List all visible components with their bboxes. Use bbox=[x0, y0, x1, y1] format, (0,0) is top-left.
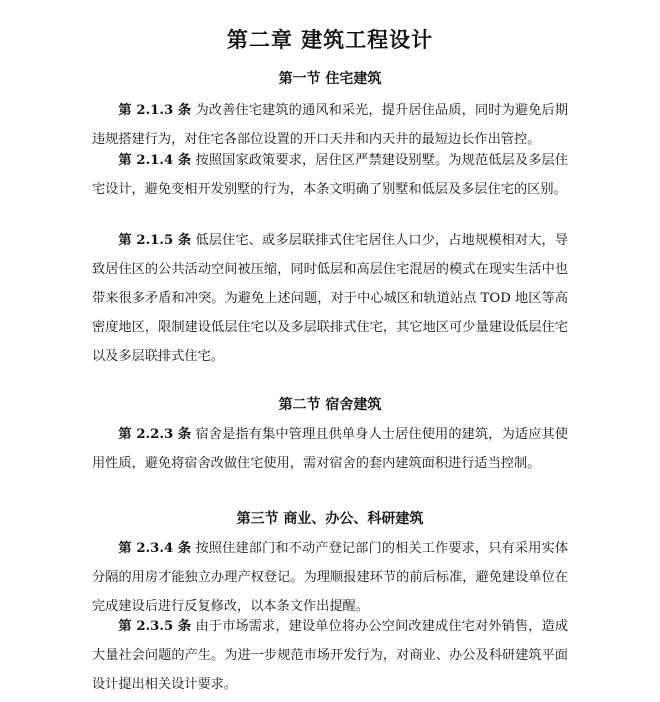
clause-text: 为改善住宅建筑的通风和采光，提升居住品质，同时为避免后期违规搭建行为，对住宅各部位设置的开口天井和内天井的最短边长作出管控。 bbox=[92, 103, 569, 147]
section-title-1: 第一节 住宅建筑 bbox=[278, 71, 382, 87]
clause-text: 由于市场需求，建设单位将办公空间改建成住宅对外销售，造成大量社会问题的产生。为进一步规范市场开发行为，对商业、办公及科研建筑平面设计提出相关设计要求。 bbox=[92, 619, 569, 692]
clause-2-3-4 bbox=[92, 534, 568, 621]
clause-2-1-4 bbox=[92, 146, 568, 204]
clause-text: 低层住宅、或多层联排式住宅居住人口少，占地规模相对大，导致居住区的公共活动空间被压缩，同时低层和高层住宅混居的模式在现实生活中也带来很多矛盾和冲突。为避免上述问题，对于中心城区和轨道站点 TOD 地区等高密度地区，限制建设低层住宅以及多层联排式住宅，其它地区可少量建设低层住宅以及多层联排式住宅。 bbox=[92, 233, 569, 364]
chapter-title: 第二章 建筑工程设计 bbox=[226, 27, 434, 52]
section-title-2: 第二节 宿舍建筑 bbox=[278, 397, 382, 413]
section-title-3: 第三节 商业、办公、科研建筑 bbox=[236, 511, 424, 527]
clause-2-2-3 bbox=[92, 420, 568, 478]
clause-2-1-5 bbox=[92, 226, 568, 371]
clause-number: 第 2.1.4 条 bbox=[118, 153, 192, 168]
clause-number: 第 2.3.4 条 bbox=[118, 541, 192, 556]
clause-number: 第 2.2.3 条 bbox=[118, 427, 192, 442]
clause-number: 第 2.1.3 条 bbox=[118, 103, 192, 118]
clause-2-3-5 bbox=[92, 612, 568, 699]
clause-text: 宿舍是指有集中管理且供单身人士居住使用的建筑，为适应其使用性质，避免将宿舍改做住宅使用，需对宿舍的套内建筑面积进行适当控制。 bbox=[92, 427, 569, 471]
clause-text: 按照住建部门和不动产登记部门的相关工作要求，只有采用实体分隔的用房才能独立办理产权登记。为理顺报建环节的前后标准，避免建设单位在完成建设后进行反复修改，以本条文作出提醒。 bbox=[92, 541, 569, 614]
clause-number: 第 2.1.5 条 bbox=[118, 233, 192, 248]
clause-text: 按照国家政策要求，居住区严禁建设别墅。为规范低层及多层住宅设计，避免变相开发别墅的行为，本条文明确了别墅和低层及多层住宅的区别。 bbox=[92, 153, 569, 197]
clause-number: 第 2.3.5 条 bbox=[118, 619, 192, 634]
